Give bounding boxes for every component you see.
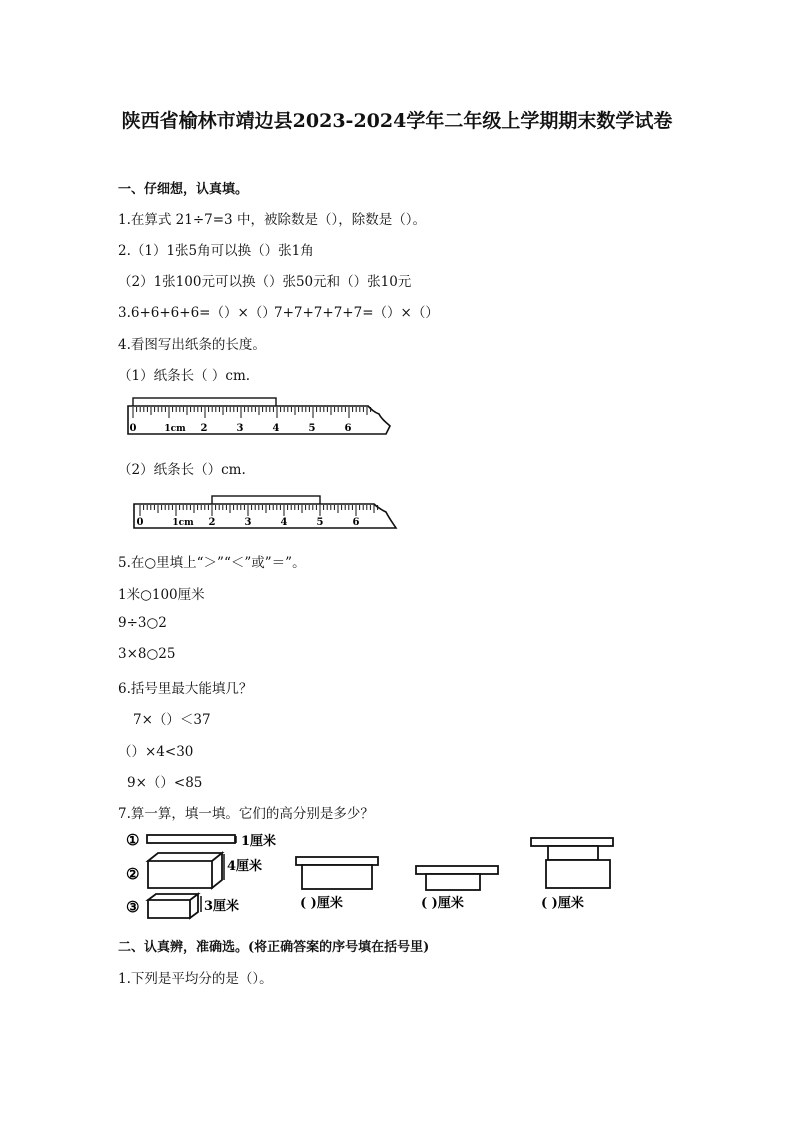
- board-1cm: [147, 835, 235, 843]
- item-3-label: ③: [126, 898, 140, 916]
- blocks-figure: [120, 828, 650, 926]
- answer-blank-1: ( )厘米: [300, 896, 343, 911]
- question-7: 7.算一算，填一填。它们的高分别是多少？: [118, 806, 374, 822]
- question-6: 6.括号里最大能填几？: [118, 681, 253, 697]
- ruler-tick-label: 3: [236, 423, 244, 434]
- question-2a: 2.（1）1张5角可以换（）张1角: [118, 243, 314, 259]
- question-1: 1.在算式 21÷7=3 中，被除数是（），除数是（）。: [118, 212, 426, 228]
- ruler-tick-label: 2: [200, 423, 208, 434]
- ruler-tick-label: 5: [308, 423, 316, 434]
- question-3a: 3.6+6+6+6=（）×（）: [118, 305, 276, 321]
- question-6b: （）×4<30: [118, 744, 194, 760]
- ruler-2-figure: [130, 494, 400, 532]
- question-5a: 1米○100厘米: [118, 587, 205, 603]
- stack-3-small-block: [548, 846, 598, 860]
- question-3b: 7+7+7+7+7=（）×（）: [274, 305, 439, 321]
- question-2b: （2）1张100元可以换（）张50元和（）张10元: [118, 274, 412, 290]
- ruler-tick-label: 1cm: [172, 518, 194, 528]
- answer-blank-3: ( )厘米: [541, 896, 584, 911]
- answer-blank-2: ( )厘米: [421, 896, 464, 911]
- stack-1-board: [296, 857, 378, 865]
- stack-2-block: [426, 874, 480, 890]
- section-2-heading: 二、认真辨，准确选。(将正确答案的序号填在括号里): [118, 940, 430, 955]
- question-4b: （2）纸条长（）cm.: [118, 462, 246, 478]
- question-6c: 9×（）<85: [127, 775, 203, 791]
- ruler-tick-label: 3: [244, 517, 252, 528]
- question-6a: 7×（）＜37: [133, 712, 211, 728]
- size-label-1: 1厘米: [241, 834, 277, 849]
- size-label-3: 3厘米: [204, 899, 240, 914]
- ruler-tick-label: 1cm: [164, 424, 186, 434]
- question-5: 5.在○里填上“＞”“＜”或”＝”。: [118, 555, 306, 571]
- page-title: 陕西省榆林市靖边县2023-2024学年二年级上学期期末数学试卷: [121, 110, 673, 132]
- ruler-tick-label: 6: [352, 517, 360, 528]
- stack-3-big-block: [546, 860, 610, 888]
- ruler-tick-label: 6: [344, 423, 352, 434]
- ruler-tick-label: 0: [136, 517, 144, 528]
- question-5c: 3×8○25: [118, 646, 176, 662]
- item-1-label: ①: [126, 831, 140, 849]
- section-1-heading: 一、仔细想，认真填。: [118, 182, 249, 197]
- stack-3-board: [531, 838, 613, 846]
- block-3cm: [148, 894, 198, 918]
- section-2-question-1: 1.下列是平均分的是（）。: [118, 971, 273, 987]
- stack-1-block: [302, 865, 372, 889]
- block-4cm: [148, 853, 222, 888]
- ruler-tick-label: 5: [316, 517, 324, 528]
- question-4a: （1）纸条长（ ）cm.: [118, 368, 251, 384]
- ruler-tick-label: 2: [208, 517, 216, 528]
- stack-2-board: [416, 866, 498, 874]
- ruler-tick-label: 4: [280, 517, 288, 528]
- question-4: 4.看图写出纸条的长度。: [118, 337, 266, 353]
- question-5b: 9÷3○2: [118, 615, 167, 631]
- item-2-label: ②: [126, 865, 140, 883]
- ruler-tick-label: 4: [272, 423, 280, 434]
- ruler-1-figure: [124, 396, 394, 438]
- ruler-tick-label: 0: [129, 423, 137, 434]
- size-label-2: 4厘米: [227, 859, 263, 874]
